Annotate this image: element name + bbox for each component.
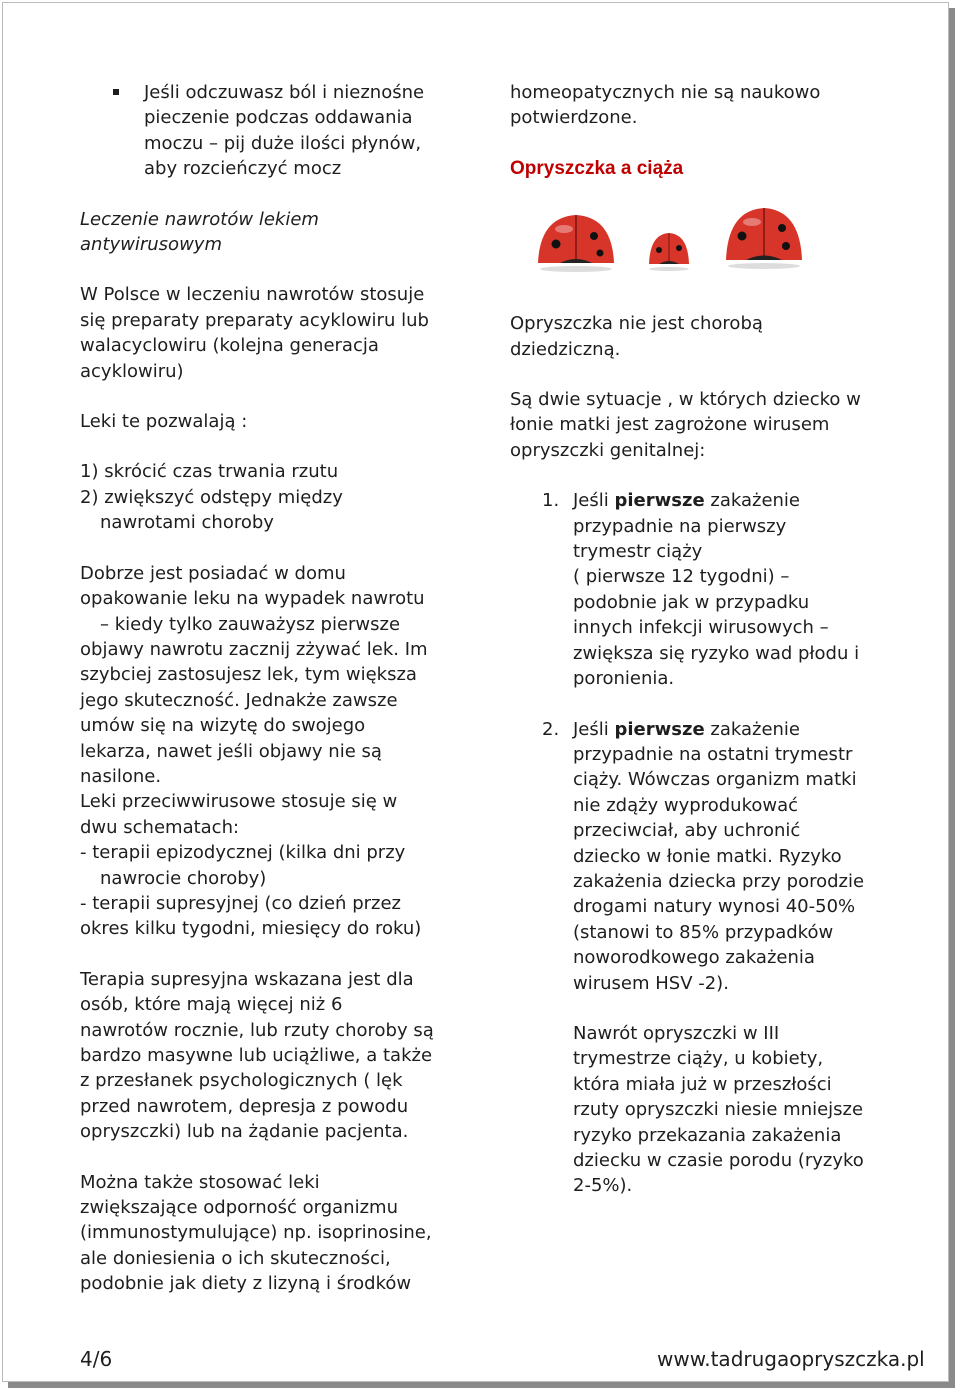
paragraph-poland: W Polsce w leczeniu nawrotów stosuje się preparaty preparaty acyklowiru lub walacyclowiru (kolejna generacja acyklowiru) xyxy=(80,284,429,382)
left-column xyxy=(80,80,470,1297)
ladybug-icon xyxy=(534,211,618,273)
square-bullet-icon xyxy=(113,80,144,182)
text-line: moczu – pij duże ilości płynów, xyxy=(144,132,422,154)
paragraph-homeopathic: homeopatycznych nie są naukowo potwierdzone. xyxy=(510,82,821,129)
text-line: pieczenie podczas oddawania xyxy=(144,107,413,129)
ladybugs-image xyxy=(510,206,905,316)
ladybug-icon xyxy=(722,206,806,270)
right-column xyxy=(510,80,905,1199)
benefit-item: 2) zwiększyć odstępy między xyxy=(80,486,343,508)
list-continuation xyxy=(542,1021,905,1199)
paragraph-immuno: Można także stosować leki zwiększające odporność organizmu (immunostymulujące) np. isoprinosine, ale doniesienia o ich skuteczności, podobnie jak diety z lizyną i środków xyxy=(80,1171,432,1295)
section-title: Opryszczka a ciąża xyxy=(510,157,684,179)
paragraph-suppressive: Terapia supresyjna wskazana jest dla osób, które mają więcej niż 6 nawrotów rocznie, lub rzuty choroby są bardzo masywne lub uciążliwe, a także z przesłanek psychologicznych ( lęk przed nawrotem, depresja z powodu opryszczki) lub na żądanie pacjenta. xyxy=(80,968,434,1143)
text-line: aby rozcieńczyć mocz xyxy=(144,158,342,180)
list-item: 2. Jeśli pierwsze zakażenie przypadnie na ostatni trymestr ciąży. Wówczas organizm matki nie zdąży wyprodukować przeciwciał, aby uchronić dziecko w łonie matki. Ryzyko zakażenia dziecka przy porodzie drogami natury wynosi 40-50% (stanowi to 85% przypadków noworodkowego zakażenia wirusem HSV -2). xyxy=(542,717,905,996)
list-number: 2. xyxy=(542,718,560,740)
list-item: 1. Jeśli pierwsze zakażenie przypadnie na pierwszy trymestr ciąży ( pierwsze 12 tygodni) – podobnie jak w przypadku innych infekcji wirusowych – zwiększa się ryzyko wad płodu i poronienia. xyxy=(542,488,905,691)
subheading-antiviral: Leczenie nawrotów lekiem antywirusowym xyxy=(80,208,319,256)
paragraph-schemes: Leki przeciwwirusowe stosuje się w dwu schematach: - terapii epizodycznej (kilka dni przy nawrocie choroby) - terapii supresyjnej (co dzień przez okres kilku tygodni, miesięcy do roku) xyxy=(80,791,422,940)
benefit-item-cont: nawrotami choroby xyxy=(100,512,274,534)
paragraph-leki-allow: Leki te pozwalają : xyxy=(80,411,248,433)
paragraph-recurrence: Nawrót opryszczki w III trymestrze ciąży, u kobiety, która miała już w przeszłości rzuty opryszczki niesie mniejsze ryzyko przekazania zakażenia dziecku w czasie porodu (ryzyko 2-5%). xyxy=(573,1022,864,1197)
benefit-item: 1) skrócić czas trwania rzutu xyxy=(80,461,339,483)
text-line: Jeśli odczuwasz ból i nieznośne xyxy=(144,82,425,103)
list-number: 1. xyxy=(542,490,560,512)
numbered-list xyxy=(510,488,905,1199)
paragraph-home: Dobrze jest posiadać w domu opakowanie leku na wypadek nawrotu – kiedy tylko zauważysz pierwsze objawy nawrotu zacznij zżywać lek. Im szybciej zastosujesz lek, tym większa jego skuteczność. Jednakże zawsze umów się na wizytę do swojego lekarza, nawet jeśli objawy nie są nasilone. xyxy=(80,562,428,787)
paragraph-two-situations: Są dwie sytuacje , w których dziecko w łonie matki jest zagrożone wirusem opryszczki genitalnej: xyxy=(510,389,861,461)
benefits-list xyxy=(80,459,470,535)
website-link[interactable]: www.tadrugaopryszczka.pl xyxy=(657,1347,925,1371)
ladybug-icon xyxy=(646,230,692,272)
page-number: 4/6 xyxy=(80,1347,113,1371)
paragraph-not-hereditary: Opryszczka nie jest chorobą dziedziczną. xyxy=(510,313,763,360)
bullet-item xyxy=(80,80,470,182)
